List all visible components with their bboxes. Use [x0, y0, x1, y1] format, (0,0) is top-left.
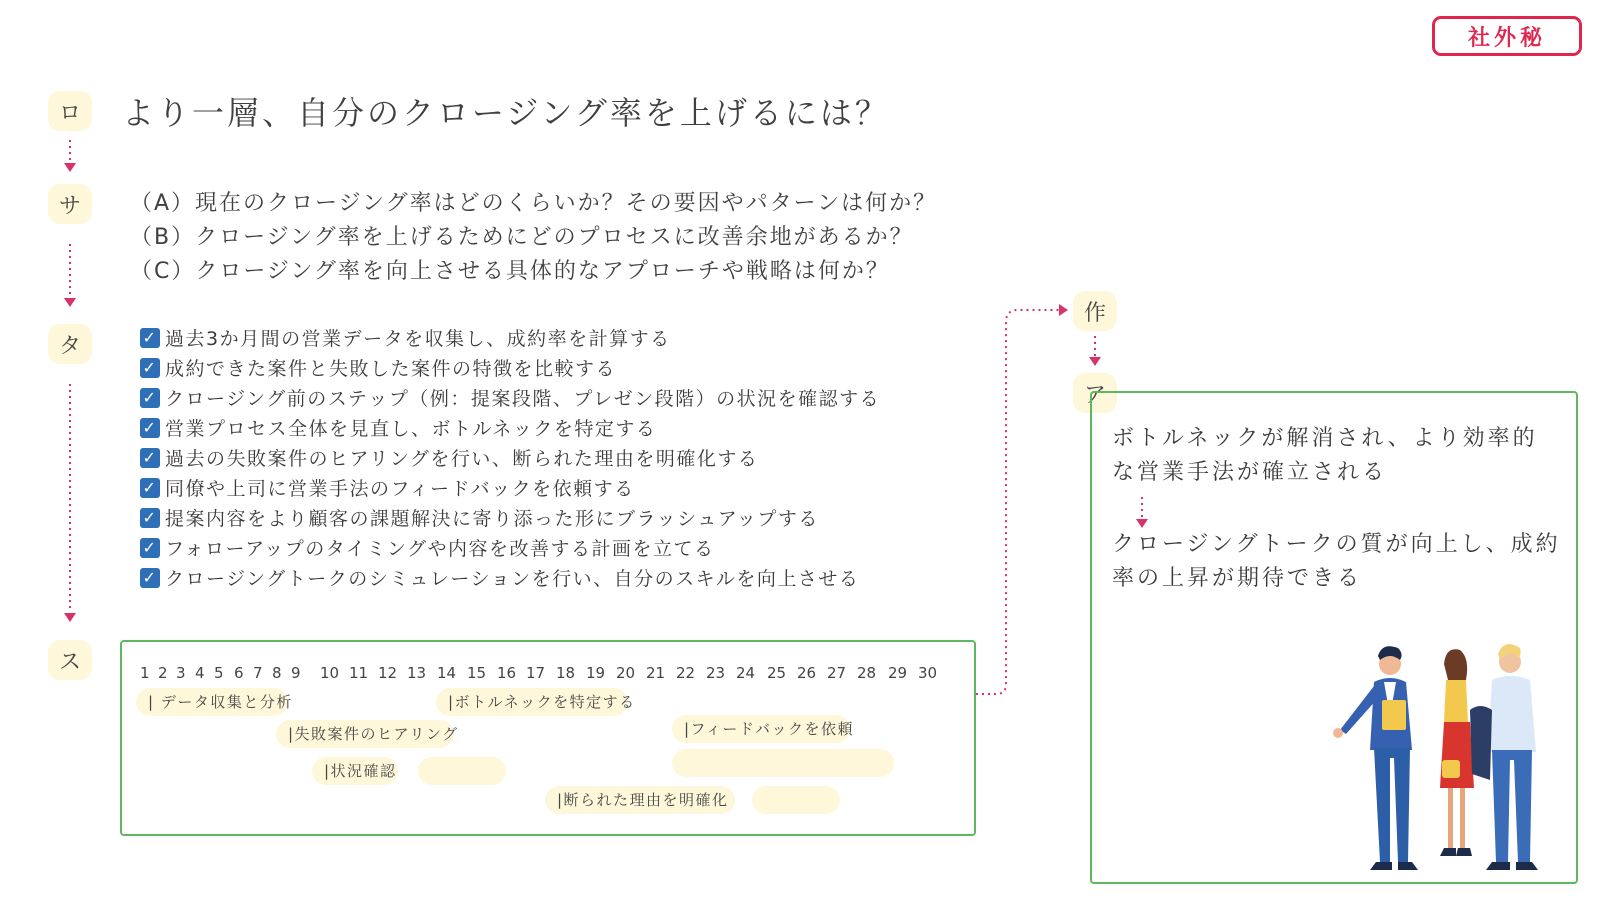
task-label: クロージングトークのシミュレーションを行い、自分のスキルを向上させる [165, 568, 860, 590]
question-c: （C）クロージング率を向上させる具体的なアプローチや戦略は何か？ [130, 259, 890, 284]
schedule-bar-blank [418, 757, 506, 785]
schedule-day-label: 28 [857, 664, 877, 682]
schedule-bar-status-check: |状況確認 [312, 757, 398, 785]
result-text: クロージングトークの質が向上し、成約率の上昇が期待できる [1112, 532, 1561, 591]
schedule-day-label: 9 [291, 664, 301, 682]
schedule-bar-rejection-reasons: |断られた理由を明確化 [545, 786, 735, 814]
task-item [140, 324, 671, 351]
schedule-day-label: 12 [378, 664, 398, 682]
step-sa: サ [48, 184, 92, 224]
schedule-day-label: 30 [918, 664, 938, 682]
schedule-day-label: 29 [888, 664, 908, 682]
task-label: 提案内容をより顧客の課題解決に寄り添った形にブラッシュアップする [165, 508, 819, 530]
schedule-day-label: 15 [467, 664, 487, 682]
schedule-day-label: 21 [646, 664, 666, 682]
schedule-bar-blank [752, 786, 840, 814]
schedule-day-label: 1 [140, 664, 150, 682]
task-item [140, 474, 635, 501]
schedule-day-label: 22 [676, 664, 696, 682]
schedule-day-label: 4 [195, 664, 205, 682]
schedule-day-label: 24 [736, 664, 756, 682]
task-item [140, 534, 715, 561]
business-people-illustration [1320, 640, 1568, 882]
schedule-day-label: 8 [272, 664, 282, 682]
task-label: 成約できた案件と失敗した案件の特徴を比較する [165, 358, 617, 380]
checkbox-icon: ✓ [140, 568, 160, 588]
schedule-day-label: 16 [497, 664, 517, 682]
checkbox-icon: ✓ [140, 448, 160, 468]
schedule-day-label: 14 [437, 664, 457, 682]
schedule-day-label: 5 [214, 664, 224, 682]
task-item [140, 564, 859, 591]
task-item [140, 354, 616, 381]
checkbox-icon: ✓ [140, 358, 160, 378]
schedule-day-label: 7 [253, 664, 263, 682]
schedule-day-label: 13 [407, 664, 427, 682]
checkbox-icon: ✓ [140, 388, 160, 408]
task-label: 過去の失敗案件のヒアリングを行い、断られた理由を明確化する [165, 448, 759, 470]
page-title: より一層、自分のクロージング率を上げるには？ [122, 94, 890, 132]
schedule-bar-feedback: |フィードバックを依頼 [672, 715, 850, 743]
confidential-badge: 社外秘 [1432, 16, 1582, 56]
step-ta: タ [48, 324, 92, 364]
task-label: 過去3か月間の営業データを収集し、成約率を計算する [165, 328, 671, 350]
schedule-bar-data-collection: | データ収集と分析 [136, 688, 288, 716]
step-ro: ロ [48, 91, 92, 131]
schedule-day-label: 19 [586, 664, 606, 682]
step-a: ア [1073, 373, 1117, 413]
checkbox-icon: ✓ [140, 328, 160, 348]
schedule-bar-bottleneck: |ボトルネックを特定する [436, 688, 628, 716]
question-b: （B）クロージング率を上げるためにどのプロセスに改善余地があるか？ [130, 225, 914, 250]
schedule-bar-blank [672, 749, 894, 777]
schedule-day-label: 20 [616, 664, 636, 682]
task-item [140, 504, 819, 531]
checkbox-icon: ✓ [140, 508, 160, 528]
schedule-day-label: 23 [706, 664, 726, 682]
schedule-bar-failure-hearing: |失敗案件のヒアリング [276, 720, 454, 748]
schedule-day-label: 17 [526, 664, 546, 682]
task-label: 営業プロセス全体を見直し、ボトルネックを特定する [165, 418, 657, 440]
step-su: ス [48, 640, 92, 680]
checkbox-icon: ✓ [140, 538, 160, 558]
task-label: フォローアップのタイミングや内容を改善する計画を立てる [165, 538, 715, 560]
step-saku: 作 [1073, 291, 1117, 331]
schedule-day-label: 3 [176, 664, 186, 682]
result-text: ボトルネックが解消され、より効率的な営業手法が確立される [1112, 426, 1538, 485]
task-item [140, 384, 880, 411]
question-a: （A）現在のクロージング率はどのくらいか？その要因やパターンは何か？ [130, 191, 938, 216]
schedule-day-label: 10 [320, 664, 340, 682]
schedule-day-label: 6 [234, 664, 244, 682]
task-item [140, 414, 656, 441]
task-label: クロージング前のステップ（例：提案段階、プレゼン段階）の状況を確認する [165, 388, 881, 410]
task-label: 同僚や上司に営業手法のフィードバックを依頼する [165, 478, 635, 500]
task-item [140, 444, 758, 471]
schedule-day-label: 25 [767, 664, 787, 682]
schedule-day-label: 18 [556, 664, 576, 682]
schedule-day-label: 2 [158, 664, 168, 682]
checkbox-icon: ✓ [140, 418, 160, 438]
checkbox-icon: ✓ [140, 478, 160, 498]
schedule-day-label: 27 [827, 664, 847, 682]
schedule-day-label: 11 [349, 664, 369, 682]
schedule-day-label: 26 [797, 664, 817, 682]
